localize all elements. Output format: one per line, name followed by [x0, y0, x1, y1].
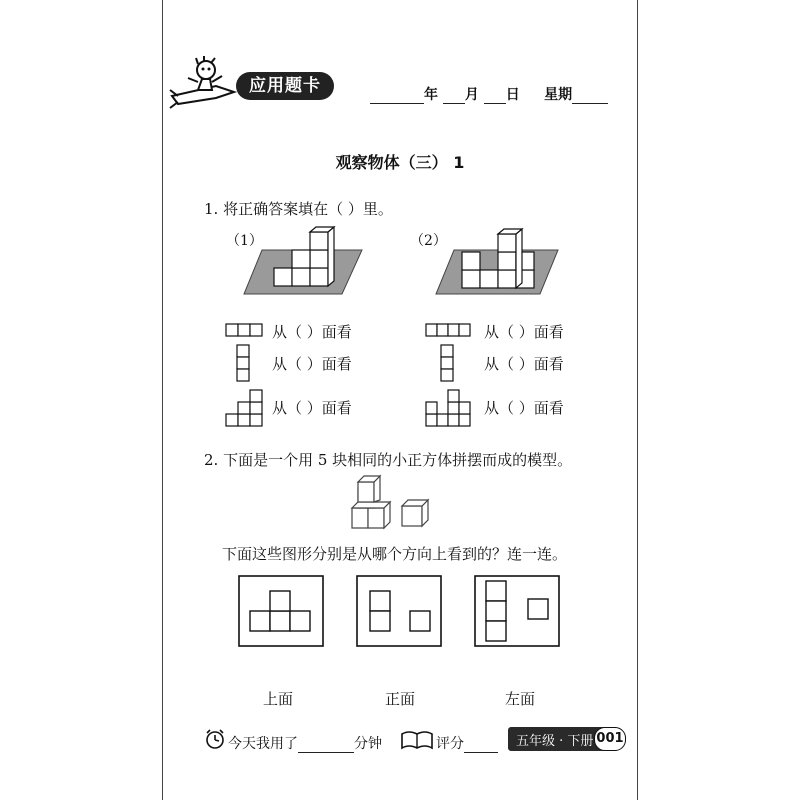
view-shape-column-of-three: [237, 345, 249, 381]
time-used-line: [228, 733, 382, 753]
five-cube-model: [350, 472, 440, 532]
direction-front: 正面: [385, 690, 416, 708]
year-label: 年: [424, 87, 438, 103]
day-blank: [484, 89, 506, 104]
view-answer-4: 从（ ）面看: [484, 323, 564, 341]
view-answer-3: 从（ ）面看: [272, 399, 352, 417]
date-line: [370, 84, 608, 104]
question-1-prompt: 1. 将正确答案填在（ ）里。: [204, 200, 393, 218]
weekday-label: 星期: [544, 87, 573, 103]
score-label: 评分: [436, 736, 464, 752]
score-line: [436, 733, 498, 753]
view-answer-6: 从（ ）面看: [484, 399, 564, 417]
day-label: 日: [505, 87, 520, 103]
view-shape-row-of-four: [426, 324, 470, 336]
question-2-prompt: 2. 下面是一个用 5 块相同的小正方体拼摆而成的模型。: [204, 451, 573, 469]
view-box-2: [356, 575, 442, 647]
time-used-suffix: 分钟: [354, 736, 382, 752]
view-answer-5: 从（ ）面看: [484, 355, 564, 373]
grade-badge: [508, 727, 626, 751]
view-box-1: [238, 575, 324, 647]
view-answer-2: 从（ ）面看: [272, 355, 352, 373]
view-shape-row-of-three: [226, 324, 262, 336]
question-2-subprompt: 下面这些图形分别是从哪个方向上看到的？连一连。: [222, 545, 568, 563]
direction-top: 上面: [263, 690, 294, 708]
score-blank: [464, 738, 498, 753]
page-title: 观察物体（三） 1: [335, 153, 465, 172]
view-answer-1: 从（ ）面看: [272, 323, 352, 341]
weekday-blank: [572, 89, 608, 104]
time-used-prefix: 今天我用了: [228, 736, 298, 752]
cube-model-figure-2: [436, 230, 566, 296]
view-box-3: [474, 575, 560, 647]
view-shape-front-profile: [426, 390, 470, 426]
view-shape-column-of-three-2: [441, 345, 453, 381]
figure-1-label: （1）: [226, 233, 263, 249]
direction-left: 左面: [505, 690, 536, 708]
open-book-icon: [400, 730, 434, 750]
cube-model-figure-1: [244, 230, 374, 296]
boy-on-rocket-mascot-icon: [168, 56, 238, 118]
month-blank: [443, 89, 465, 104]
time-blank: [298, 738, 354, 753]
year-blank: [370, 89, 424, 104]
grade-label: 五年级 · 下册: [516, 734, 594, 749]
page-number: 001: [594, 727, 626, 751]
alarm-clock-icon: [204, 728, 226, 750]
month-label: 月: [464, 87, 479, 103]
figure-2-label: （2）: [410, 233, 447, 249]
view-shape-staircase: [226, 390, 262, 426]
app-card-badge: 应用题卡: [236, 72, 334, 100]
